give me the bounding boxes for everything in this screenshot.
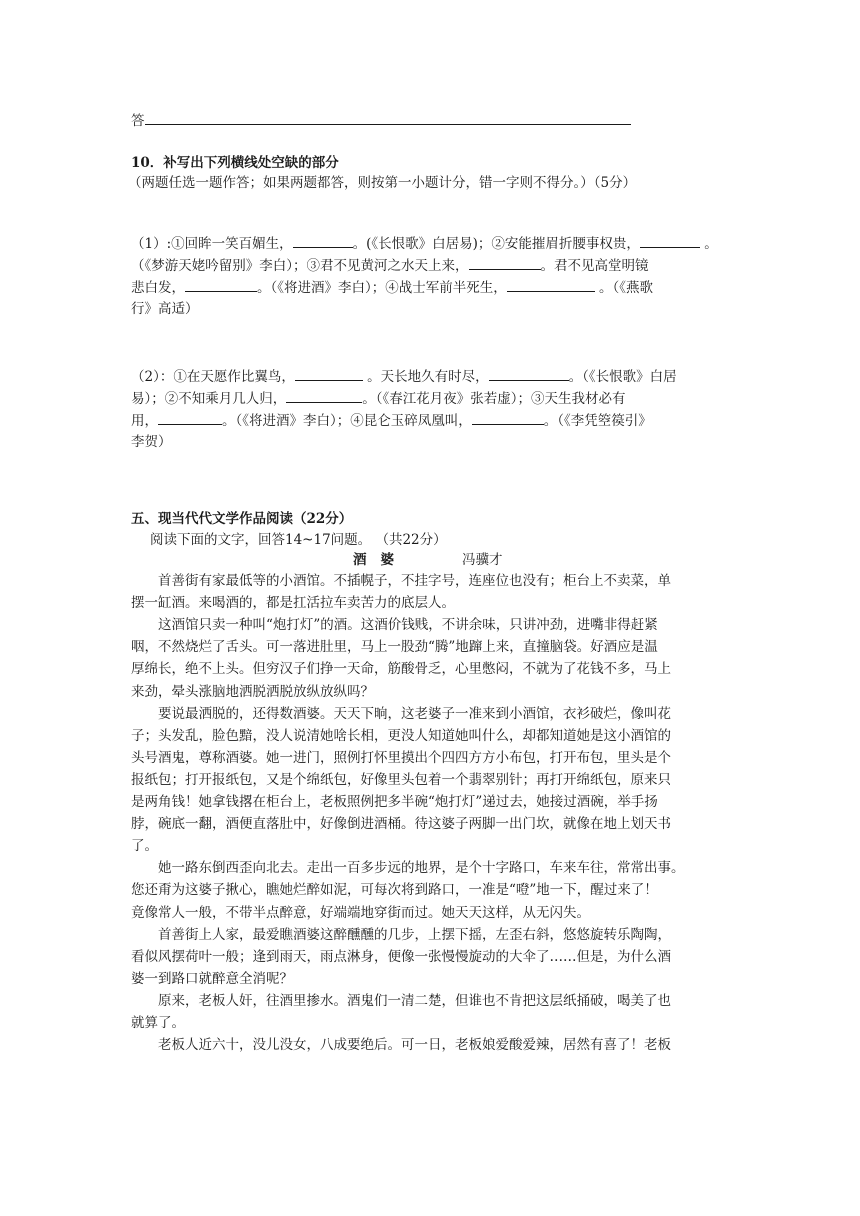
p2-text: 易）；②不知乘月几人归， — [131, 391, 287, 407]
p2-text: 李贺） — [131, 434, 172, 450]
p1-line — [131, 299, 741, 319]
p1-text: （《梦游天姥吟留别》李白）；③君不见黄河之水天上来， — [131, 258, 469, 274]
p2-text: 用， — [131, 413, 158, 429]
answer-line — [131, 110, 741, 131]
article-line: 婆一到路口就醉意全消呢？ — [131, 970, 293, 987]
article-title: 酒婆 — [353, 552, 408, 568]
p2-line — [131, 432, 741, 452]
p1-text: 。(《长恨歌》白居易)；②安能摧眉折腰事权贵， — [352, 236, 640, 252]
p2-line — [131, 366, 741, 387]
article-line: 要说最洒脱的，还得数酒婆。天天下晌，这老婆子一准来到小酒馆，衣衫破烂，像叫花 — [158, 705, 671, 722]
answer-blank[interactable] — [469, 255, 541, 270]
article-line: 了。 — [131, 838, 158, 855]
p1-text: 行》高适） — [131, 301, 199, 317]
answer-blank[interactable] — [158, 410, 222, 425]
p1-text: 悲白发， — [131, 280, 185, 296]
article-line: 首善街上人家，最爱瞧酒婆这醉醺醺的几步，上摆下摇，左歪右斜，悠悠旋转乐陶陶， — [158, 926, 671, 943]
article-line: 首善街有家最低等的小酒馆。不插幌子，不挂字号，连座位也没有；柜台上不卖菜，单 — [158, 573, 671, 589]
p1-text: 。 — [699, 236, 718, 252]
article-line: 原来，老板人奸，往酒里掺水。酒鬼们一清二楚，但谁也不肯把这层纸捅破，喝美了也 — [158, 992, 671, 1009]
section5-heading: 五、现当代代文学作品阅读（22分） — [131, 511, 353, 527]
article-line: 老板人近六十，没儿没女，八成要绝后。可一日，老板娘爱酸爱辣，居然有喜了！老板 — [158, 1037, 671, 1054]
article-line: 您还甭为这婆子揪心，瞧她烂醉如泥，可每次将到路口，一准是“噔”地一下，醒过来了！ — [131, 882, 658, 899]
article-line: 报纸包；打开报纸包，又是个绵纸包，好像里头包着一个翡翠别针；再打开绵纸包，原来只 — [131, 771, 671, 788]
article-line: 竟像常人一般，不带半点醉意，好端端地穿街而过。她天天这样，从无闪失。 — [131, 904, 590, 921]
p2-line — [131, 410, 741, 431]
article-line: 厚绵长，绝不上头。但穷汉子们挣一天命，筋酸骨乏，心里憋闷，不就为了花钱不多，马上 — [131, 661, 671, 678]
article-line: 她一路东倒西歪向北去。走出一百多步远的地界，是个十字路口，车来车往，常常出事。 — [158, 860, 685, 877]
article-line: 摆一缸酒。来喝酒的，都是扛活拉车卖苦力的底层人。 — [131, 595, 455, 612]
answer-blank — [145, 110, 631, 125]
article-line: 咽，不然烧烂了舌头。可一落进肚里，马上一股劲“腾”地蹿上来，直撞脑袋。好酒应是温 — [131, 639, 658, 656]
section5-instruction: 阅读下面的文字，回答14~17问题。 （共22分） — [150, 532, 447, 548]
p2-text: 。（《长恨歌》白居 — [568, 369, 677, 385]
article-line: 看似风摆荷叶一般；逢到雨天，雨点淋身，便像一张慢慢旋动的大伞了……但是，为什么酒 — [131, 948, 671, 965]
p1-line — [131, 233, 741, 254]
answer-blank[interactable] — [472, 410, 544, 425]
answer-label: 答 — [131, 113, 145, 129]
p2-text: （2）：①在天愿作比翼鸟， — [131, 369, 295, 385]
p1-line — [131, 277, 741, 298]
q10-instruction: （两题任选一题作答；如果两题都答，则按第一小题计分，错一字则不得分。）（5分） — [128, 175, 637, 191]
q10-heading: 10．补写出下列横线处空缺的部分 — [131, 155, 339, 171]
article-line: 这酒馆只卖一种叫“炮打灯”的酒。这酒价钱贱，不讲余味，只讲冲劲，进嘴非得赶紧 — [158, 617, 658, 634]
answer-blank[interactable] — [489, 366, 569, 381]
p1-text: 。（《燕歌 — [594, 280, 654, 296]
p1-text: 。（《将进酒》李白）；④战士军前半死生， — [257, 280, 507, 296]
article-line: 来劲，晕头涨脑地洒脱洒脱放纵放纵吗？ — [131, 683, 374, 700]
article-line: 是两角钱！她拿钱撂在柜台上，老板照例把多半碗“炮打灯”递过去，她接过酒碗，举手扬 — [131, 794, 658, 810]
answer-blank[interactable] — [293, 233, 353, 248]
answer-blank[interactable] — [507, 277, 595, 292]
answer-blank[interactable] — [286, 388, 362, 403]
answer-blank[interactable] — [295, 366, 363, 381]
answer-blank[interactable] — [185, 277, 257, 292]
article-line: 脖，碗底一翻，酒便直落肚中，好像倒进酒桶。待这婆子两脚一出门坎，就像在地上划天书 — [131, 816, 671, 833]
answer-blank[interactable] — [640, 233, 700, 248]
article-line: 子；头发乱，脸色黯，没人说清她啥长相，更没人知道她叫什么，却都知道她是这小酒馆的 — [131, 727, 671, 744]
article-line: 头号酒鬼，尊称酒婆。她一进门，照例打怀里摸出个四四方方小布包，打开布包，里头是个 — [131, 749, 671, 766]
p2-text: 。（《春江花月夜》张若虚）；③天生我材必有 — [362, 391, 626, 407]
p2-text: 。（《李凭箜篌引》 — [543, 413, 652, 429]
p1-line — [131, 255, 741, 276]
p2-text: 。（《将进酒》李白）；④昆仑玉碎凤凰叫， — [222, 413, 472, 429]
p2-line — [131, 388, 741, 409]
p1-text: （1）:①回眸一笑百媚生， — [131, 236, 293, 252]
article-author: 冯骥才 — [462, 552, 503, 568]
article-line: 就算了。 — [131, 1015, 185, 1031]
p2-text: 。天长地久有时尽， — [362, 369, 489, 385]
p1-text: 。君不见高堂明镜 — [540, 258, 649, 274]
